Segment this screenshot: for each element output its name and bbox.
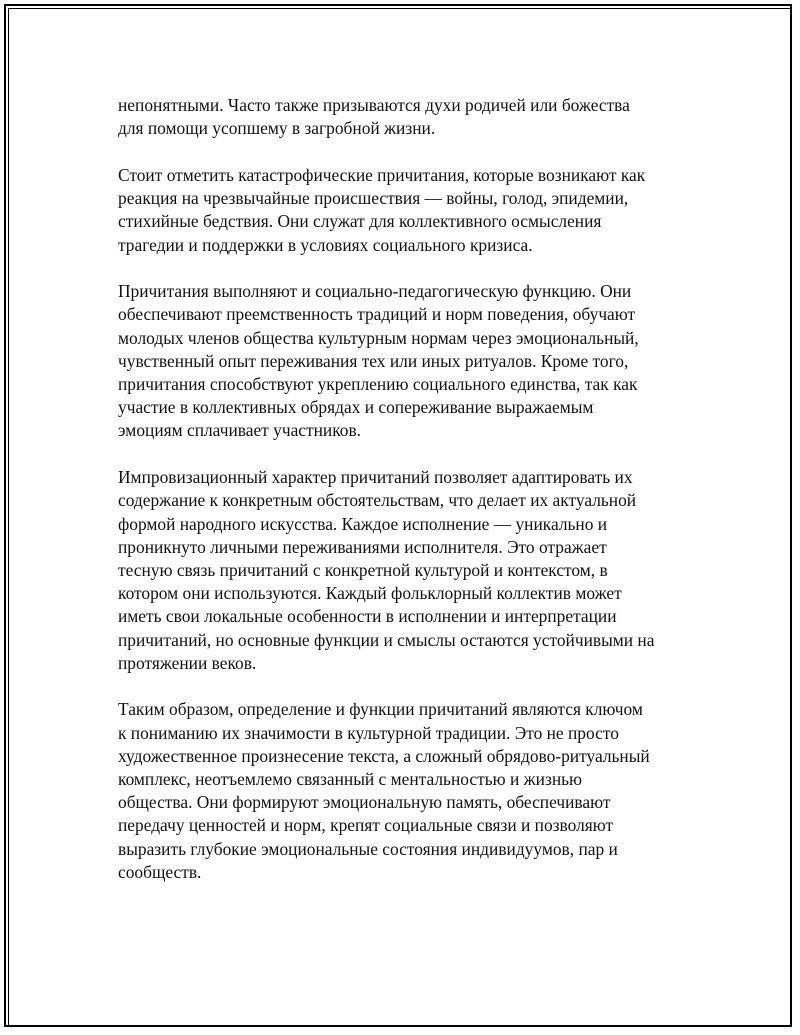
- paragraph-line: стихийные бедствия. Они служат для коллективного осмысления: [118, 211, 602, 232]
- paragraph-line: реакция на чрезвычайные происшествия — войны, голод, эпидемии,: [118, 188, 629, 209]
- paragraph-line: Импровизационный характер причитаний позволяет адаптировать их: [118, 467, 633, 488]
- paragraph-line: эмоциям сплачивает участников.: [118, 420, 362, 441]
- paragraph-line: котором они используются. Каждый фольклорный коллектив может: [118, 583, 622, 604]
- paragraph-3: [118, 280, 698, 442]
- paragraph-5: [118, 698, 698, 884]
- paragraph-line: общества. Они формируют эмоциональную память, обеспечивают: [118, 792, 611, 813]
- paragraph-line: к пониманию их значимости в культурной традиции. Это не просто: [118, 722, 619, 743]
- paragraph-line: причитаний, но основные функции и смыслы остаются устойчивыми на: [118, 629, 655, 650]
- paragraph-line: сообществ.: [118, 861, 202, 882]
- paragraph-2: [118, 164, 698, 257]
- paragraph-line: Таким образом, определение и функции причитаний являются ключом: [118, 699, 643, 720]
- paragraph-1: [118, 94, 698, 140]
- paragraph-line: Стоит отметить катастрофические причитания, которые возникают как: [118, 164, 646, 185]
- paragraph-line: непонятными. Часто также призываются духи родичей или божества: [118, 95, 630, 115]
- paragraph-line: участие в коллективных обрядах и сопереживание выражаемым: [118, 397, 594, 418]
- paragraph-line: протяжении веков.: [118, 652, 257, 673]
- paragraph-line: комплекс, неотъемлемо связанный с ментальностью и жизнью: [118, 769, 583, 790]
- paragraph-line: иметь свои локальные особенности в исполнении и интерпретации: [118, 606, 617, 627]
- paragraph-line: выразить глубокие эмоциональные состояния индивидуумов, пар и: [118, 838, 618, 859]
- paragraph-line: для помощи усопшему в загробной жизни.: [118, 118, 436, 139]
- paragraph-line: Причитания выполняют и социально-педагогическую функцию. Они: [118, 281, 632, 302]
- paragraph-line: трагедии и поддержки в условиях социального кризиса.: [118, 234, 533, 255]
- paragraph-line: художественное произнесение текста, а сложный обрядово-ритуальный: [118, 745, 650, 766]
- document-body: [118, 94, 698, 908]
- paragraph-line: чувственный опыт переживания тех или иных ритуалов. Кроме того,: [118, 350, 629, 371]
- paragraph-line: тесную связь причитаний с конкретной культурой и контекстом, в: [118, 559, 608, 580]
- paragraph-line: формой народного искусства. Каждое исполнение — уникально и: [118, 513, 608, 534]
- paragraph-4: [118, 466, 698, 675]
- paragraph-line: содержание к конкретным обстоятельствам, что делает их актуальной: [118, 490, 637, 511]
- paragraph-line: обеспечивают преемственность традиций и норм поведения, обучают: [118, 304, 636, 325]
- paragraph-line: проникнуто личными переживаниями исполнителя. Это отражает: [118, 536, 607, 557]
- paragraph-line: молодых членов общества культурным нормам через эмоциональный,: [118, 327, 639, 348]
- paragraph-line: причитания способствуют укреплению социального единства, так как: [118, 374, 638, 395]
- paragraph-line: передачу ценностей и норм, крепят социальные связи и позволяют: [118, 815, 614, 836]
